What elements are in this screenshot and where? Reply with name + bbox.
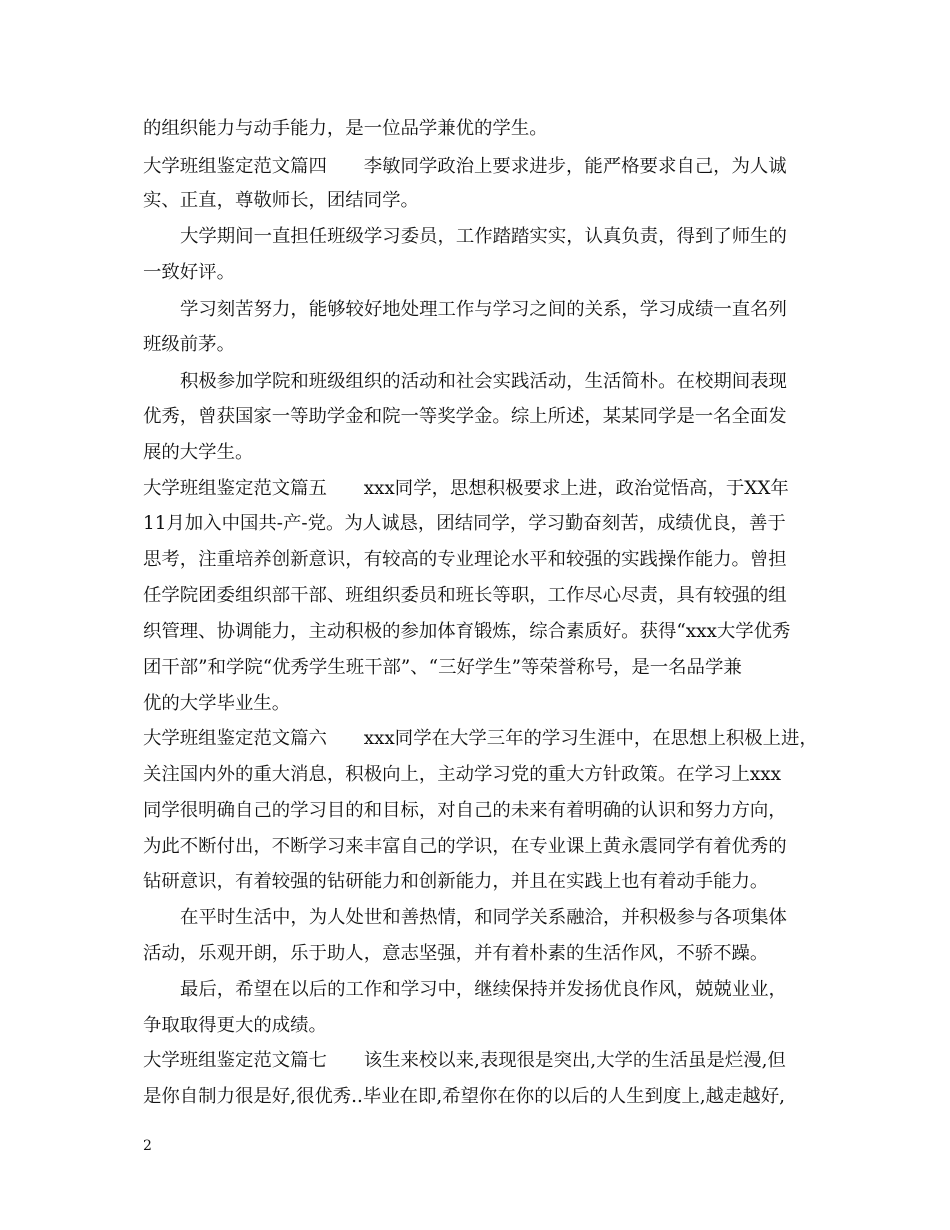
text-line: 大学班组鉴定范文篇七 该生来校以来,表现很是突出,大学的生活虽是烂漫,但	[143, 1050, 786, 1071]
text-line: 思考，注重培养创新意识，有较高的专业理论水平和较强的实践操作能力。曾担	[143, 549, 787, 570]
text-line: 大学期间一直担任班级学习委员，工作踏踏实实，认真负责，得到了师生的	[180, 226, 787, 247]
text-line: 在平时生活中，为人处世和善热情，和同学关系融洽，并积极参与各项集体	[180, 907, 787, 928]
text-line: 最后，希望在以后的工作和学习中，继续保持并发扬优良作风，兢兢业业，	[180, 979, 787, 1000]
text-line: 任学院团委组织部干部、班组织委员和班长等职，工作尽心尽责，具有较强的组	[143, 585, 787, 606]
page-number: 2	[143, 1138, 152, 1154]
text-line: 优的大学毕业生。	[143, 693, 291, 714]
text-line: 为此不断付出，不断学习来丰富自己的学识，在专业课上黄永震同学有着优秀的	[143, 836, 787, 857]
text-line: 大学班组鉴定范文篇六 xxx同学在大学三年的学习生涯中，在思想上积极上进，	[143, 728, 818, 749]
text-line: 积极参加学院和班级组织的活动和社会实践活动，生活简朴。在校期间表现	[180, 371, 787, 392]
text-line: 展的大学生。	[143, 442, 254, 463]
text-line: 实、正直，尊敬师长，团结同学。	[143, 190, 419, 211]
text-line: 关注国内外的重大消息，积极向上，主动学习党的重大方针政策。在学习上xxx	[143, 764, 782, 785]
text-line: 11月加入中国共-产-党。为人诚恳，团结同学，学习勤奋刻苦，成绩优良，善于	[143, 513, 786, 534]
text-line: 团干部”和学院“优秀学生班干部”、“三好学生”等荣誉称号，是一名品学兼	[143, 657, 742, 678]
text-line: 大学班组鉴定范文篇四 李敏同学政治上要求进步，能严格要求自己，为人诚	[143, 156, 787, 177]
text-line: 学习刻苦努力，能够较好地处理工作与学习之间的关系，学习成绩一直名列	[180, 299, 787, 320]
text-line: 钻研意识，有着较强的钻研能力和创新能力，并且在实践上也有着动手能力。	[143, 871, 769, 892]
text-line: 争取取得更大的成绩。	[143, 1015, 327, 1036]
text-line: 活动，乐观开朗，乐于助人，意志坚强，并有着朴素的生活作风，不骄不躁。	[143, 943, 769, 964]
text-line: 同学很明确自己的学习目的和目标，对自己的未来有着明确的认识和努力方向，	[143, 800, 787, 821]
text-line: 是你自制力很是好,很优秀..毕业在即,希望你在你的以后的人生到度上,越走越好,	[143, 1086, 785, 1107]
text-line: 优秀，曾获国家一等助学金和院一等奖学金。综上所述，某某同学是一名全面发	[143, 406, 787, 427]
text-line: 大学班组鉴定范文篇五 xxx同学，思想积极要求上进，政治觉悟高，于XX年	[143, 478, 789, 499]
text-line: 班级前茅。	[143, 334, 235, 355]
text-line: 织管理、协调能力，主动积极的参加体育锻炼，综合素质好。获得“xxx大学优秀	[143, 621, 791, 642]
text-line: 一致好评。	[143, 262, 235, 283]
text-line: 的组织能力与动手能力，是一位品学兼优的学生。	[143, 118, 548, 139]
